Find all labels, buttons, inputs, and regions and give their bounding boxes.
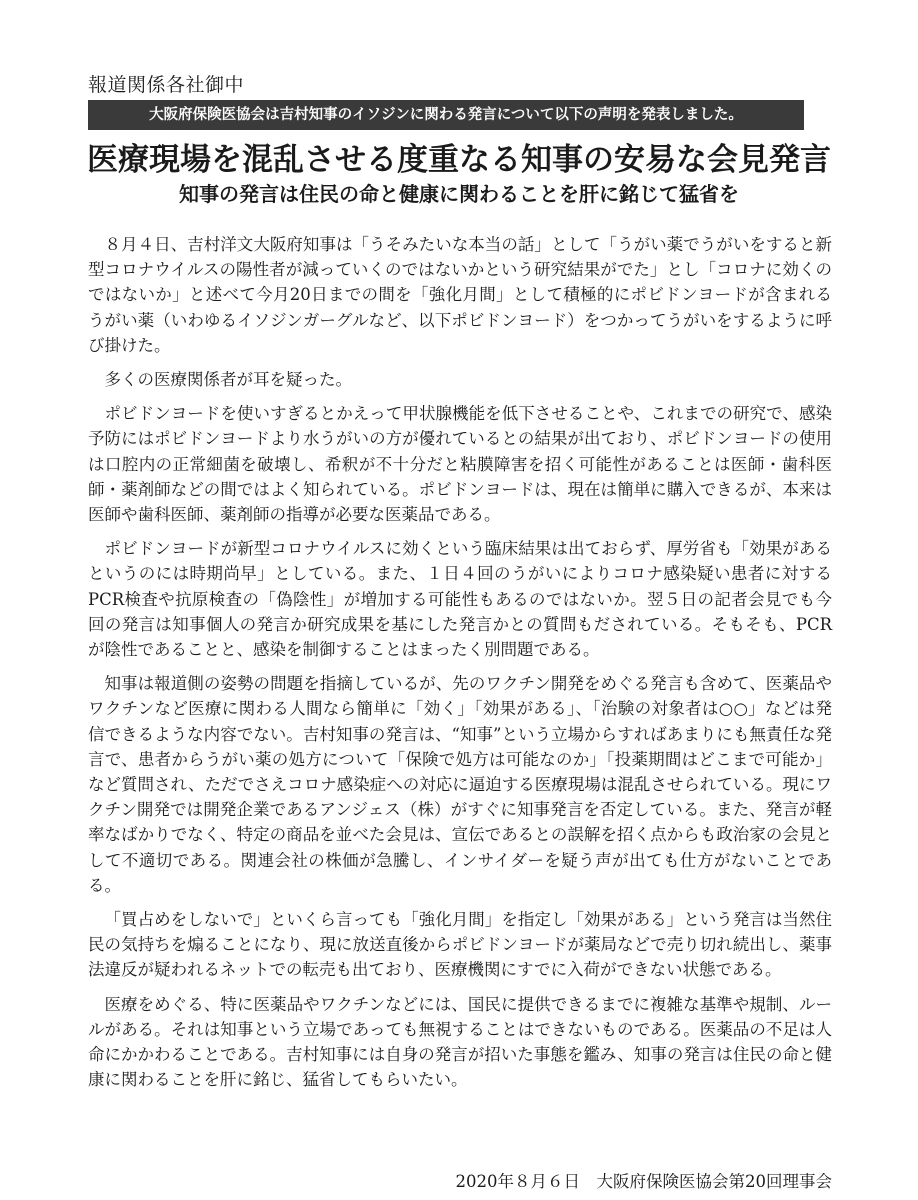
paragraph-1: ８月４日、吉村洋文大阪府知事は「うそみたいな本当の話」として「うがい薬でうがいをすると新型コロナウイルスの陽性者が減っていくのではないかという研究結果がでた」とし「コロナに効くのではないか」と述べて今月20日までの間を「強化月間」として積極的にポビドンヨードが含まれるうがい薬（いわゆるイソジンガーグルなど、以下ポビドンヨード）をつかってうがいをするように呼び掛けた。 <box>88 235 832 355</box>
paragraph-3: ポビドンヨードを使いすぎるとかえって甲状腺機能を低下させることや、これまでの研究で、感染予防にはポビドンヨードより水うがいの方が優れているとの結果が出ており、ポビドンヨードの使用は口腔内の正常細菌を破壊し、希釈が不十分だと粘膜障害を招く可能性があることは医師・歯科医師・薬剤師などの間ではよく知られている。ポビドンヨードは、現在は簡単に購入できるが、本来は医師や歯科医師、薬剤師の指導が必要な医薬品である。 <box>88 404 833 525</box>
paragraph-7: 医療をめぐる、特に医薬品やワクチンなどには、国民に提供できるまでに複雑な基準や規制、ルールがある。それは知事という立場であっても無視することはできないものである。医薬品の不足は人命にかかわることである。吉村知事には自身の発言が招いた事態を鑑み、知事の発言は住民の命と健康に関わることを肝に銘じ、猛省してもらいたい。 <box>88 994 832 1090</box>
announcement-banner: 大阪府保険医協会は吉村知事のイソジンに関わる発言について以下の声明を発表しました。 <box>88 100 804 130</box>
page-subtitle: 知事の発言は住民の命と健康に関わることを肝に銘じて猛省を <box>179 182 739 206</box>
paragraph-5: 知事は報道側の姿勢の問題を指摘しているが、先のワクチン開発をめぐる発言も含めて、医薬品やワクチンなど医療に関わる人間なら簡単に「効く」「効果がある」、「治験の対象者は○○」などは発信できるような内容でない。吉村知事の発言は、“知事”という立場からすればあまりにも無責任な発言で、患者からうがい薬の処方について「保険で処方は可能なのか」「投薬期間はどこまで可能か」など質問され、ただでさえコロナ感染症への対応に逼迫する医療現場は混乱させられている。現にワクチン開発では開発企業であるアンジェス（株）がすぐに知事発言を否定している。また、発言が軽率なばかりでなく、特定の商品を並べた会見は、宣伝であるとの誤解を招く点からも政治家の会見として不適切である。関連会社の株価が急騰し、インサイダーを疑う声が出ても仕方がないことである。 <box>88 674 832 895</box>
statement-body <box>88 232 832 1102</box>
paragraph-6: 「買占めをしないで」といくら言っても「強化月間」を指定し「効果がある」という発言は当然住民の気持ちを煽ることになり、現に放送直後からポビドンヨードが薬局などで売り切れ続出し、薬事法違反が疑われるネットでの転売も出ており、医療機関にすでに入荷ができない状態である。 <box>88 910 832 980</box>
signature-date-line: 2020年８月６日 大阪府保険医協会第20回理事会 <box>455 1172 832 1191</box>
addressee: 報道関係各社御中 <box>88 74 245 96</box>
paragraph-4: ポビドンヨードが新型コロナウイルスに効くという臨床結果は出ておらず、厚労省も「効果があるというのには時期尚早」としている。また、１日４回のうがいによりコロナ感染疑い患者に対するPCR検査や抗原検査の「偽陰性」が増加する可能性もあるのではないか。翌５日の記者会見でも今回の発言は知事個人の発言か研究成果を基にした発言かとの質問もだされている。そもそも、PCRが陰性であることと、感染を制御することはまったく別問題である。 <box>88 539 832 660</box>
page-title: 医療現場を混乱させる度重なる知事の安易な会見発言 <box>87 142 831 178</box>
paragraph-2: 多くの医療関係者が耳を疑った。 <box>104 370 352 390</box>
